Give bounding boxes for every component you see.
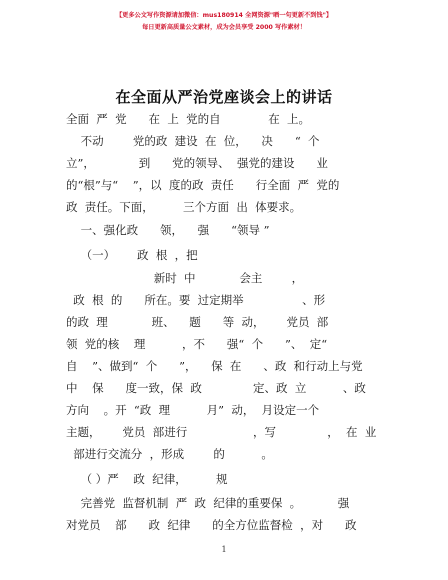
subsection-heading: （一） 政 根 ，把 [66,248,198,262]
body-line: 立”， 到 党的领导、 强党的建设 业 [66,156,328,170]
body-line: 政 根 的 所在。要 过定期举 、形 [66,293,326,307]
section-heading: 一、强化政 领， 强 “领导 ” [66,223,270,237]
body-line: 部进行交流分 ，形成 的 。 [66,447,273,461]
body-line: 自 ”、做到“ 个 ”， 保 在 、政 和行动上与党 [66,359,363,373]
promo-banner-line-2[interactable]: 每日更新高质量公文素材，成为会员享受 2000 写作素材！ [142,24,306,31]
body-line: 全面 严 党 在 上 党的自 在 上。 [66,112,311,126]
subsection-heading: （ ）严 政 纪律， 规 [66,472,228,486]
body-line: 不动 党的政 建设 在 位， 决 “ 个 [66,134,320,148]
body-line: 完善党 监督机制 严 政 纪律的重要保 。 强 [66,496,350,510]
body-line: 方向 。开 “政 理 月” 动， 月设定一个 [66,403,320,417]
body-line: 的政 理 班、 题 等 动， 党员 部 [66,315,329,329]
document-title: 在全面从严治党座谈会上的讲话 [115,88,333,106]
body-line: 的“根”与“ ”，以 度的政 责任 行全面 严 党的 [66,178,340,192]
body-line: 新时 中 会主 ， [66,271,304,285]
promo-banner-line-1[interactable]: 【更多公文写作资源请加微信：mus180914 全网资源"晒一句更新不到钱"】 [115,12,333,19]
body-line: 领 党的核 理 ，不 强“ 个 ”、 定“ [66,337,328,351]
body-line: 对党员 部 政 纪律 的全方位监督检 ，对 政 [66,518,357,532]
page-number: 1 [221,545,227,554]
body-line: 政 责任。下面， 三个方面 出 体要求。 [66,200,302,214]
body-line: 主题， 党员 部进行 ，写 ， 在 业 [66,425,377,439]
body-line: 中 保 度一致，保 政 定、政 立 、政 [66,381,366,395]
